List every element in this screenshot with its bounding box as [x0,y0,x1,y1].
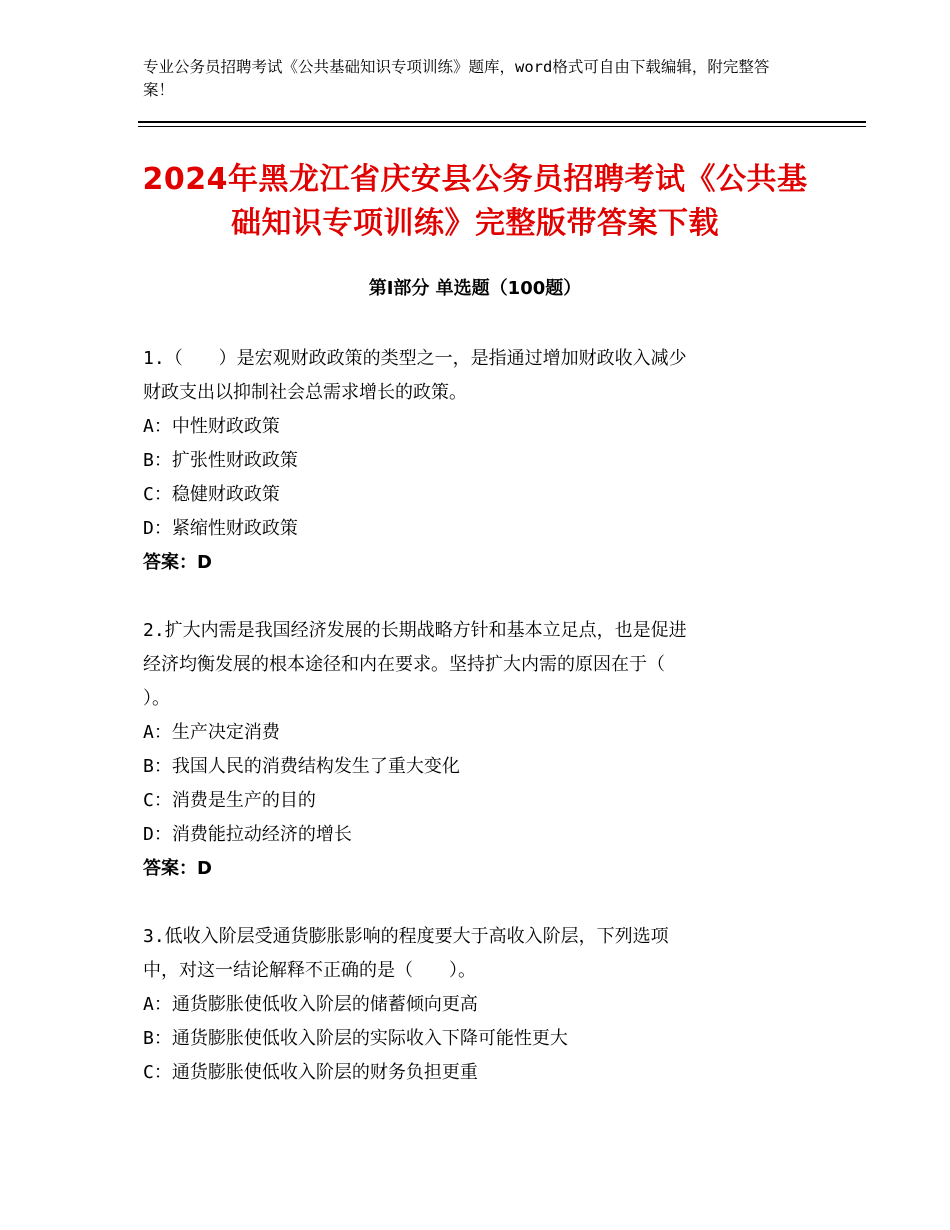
answer-option: C：消费是生产的目的 [143,790,316,811]
answer-option: B：扩张性财政政策 [143,450,298,471]
header-divider-thick [138,121,866,123]
answer-option: A：通货膨胀使低收入阶层的储蓄倾向更高 [143,994,478,1015]
question-stem-line: ）。 [143,688,170,709]
answer-option: A：中性财政政策 [143,416,280,437]
answer-option: B：我国人民的消费结构发生了重大变化 [143,756,460,777]
header-note: 专业公务员招聘考试《公共基础知识专项训练》题库，word格式可自由下载编辑，附完整答案！ [143,58,770,99]
question-stem-line: 经济均衡发展的根本途径和内在要求。坚持扩大内需的原因在于（ [143,654,665,675]
answer-option: A：生产决定消费 [143,722,280,743]
question-stem-line: 1.（ ）是宏观财政政策的类型之一，是指通过增加财政收入减少 [143,348,687,369]
question-stem-line: 中，对这一结论解释不正确的是（ ）。 [143,960,476,981]
question-stem-line: 2.扩大内需是我国经济发展的长期战略方针和基本立足点，也是促进 [143,620,687,641]
question-block [143,920,803,1090]
answer-key: 答案：D [143,552,212,573]
answer-option: D：紧缩性财政政策 [143,518,298,539]
question-spacer [143,886,803,920]
header-divider-thin [138,126,866,127]
document-title: 2024年黑龙江省庆安县公务员招聘考试《公共基础知识专项训练》完整版带答案下载 [142,162,808,241]
answer-option: D：消费能拉动经济的增长 [143,824,352,845]
section-heading: 第Ⅰ部分 单选题（100题） [368,278,582,299]
answer-option: C：稳健财政政策 [143,484,280,505]
question-list [143,342,803,1090]
answer-option: C：通货膨胀使低收入阶层的财务负担更重 [143,1062,478,1083]
question-stem-line: 3.低收入阶层受通货膨胀影响的程度要大于高收入阶层，下列选项 [143,926,669,947]
question-block [143,342,803,580]
answer-key: 答案：D [143,858,212,879]
question-spacer [143,580,803,614]
question-stem-line: 财政支出以抑制社会总需求增长的政策。 [143,382,467,403]
question-block [143,614,803,886]
answer-option: B：通货膨胀使低收入阶层的实际收入下降可能性更大 [143,1028,568,1049]
